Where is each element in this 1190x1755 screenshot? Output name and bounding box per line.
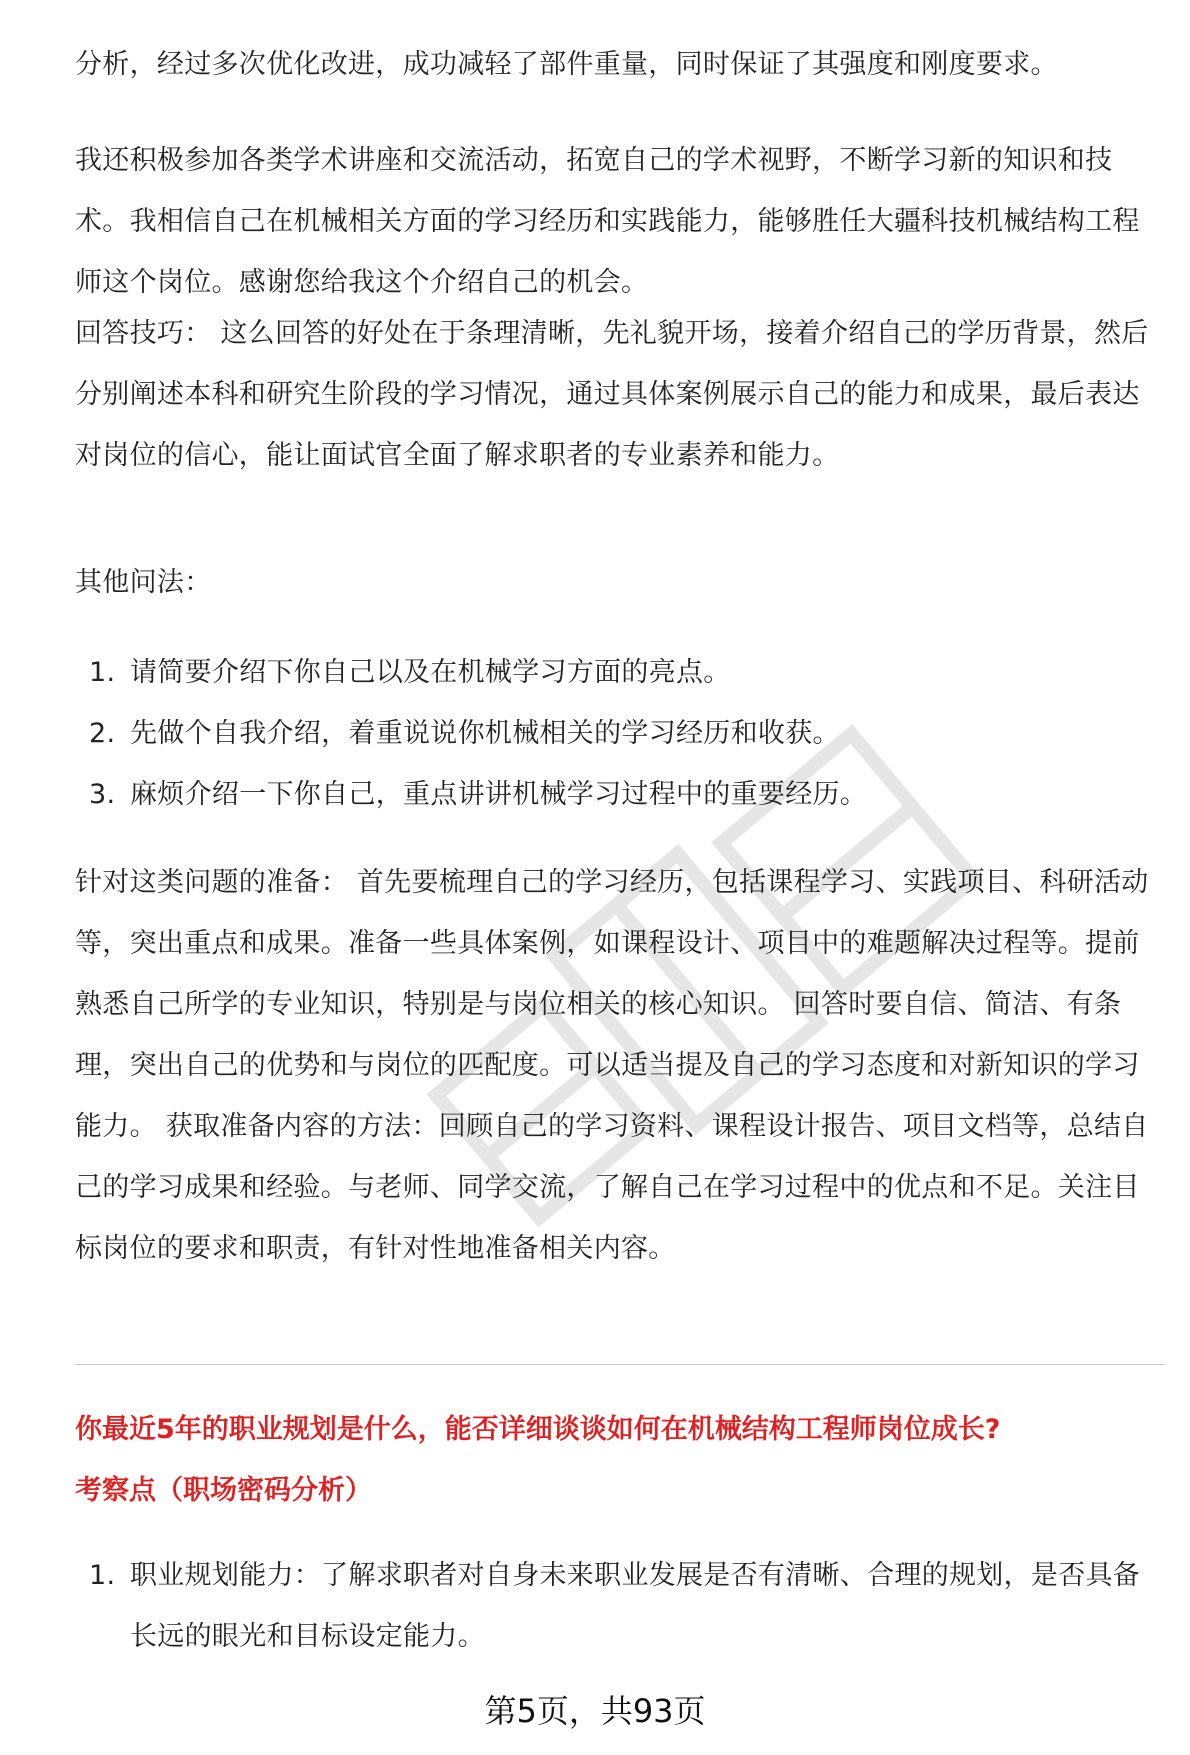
section-divider — [75, 1364, 1165, 1365]
paragraph-1: 我还积极参加各类学术讲座和交流活动，拓宽自己的学术视野，不断学习新的知识和技术。我相信自己在机械相关方面的学习经历和实践能力，能够胜任大疆科技机械结构工程师这个岗位。感谢您给我这个介绍自己的机会。 — [75, 145, 1140, 298]
list-item: 2. 先做个自我介绍，着重说说你机械相关的学习经历和收获。 — [89, 718, 840, 749]
paragraph-0: 分析，经过多次优化改进，成功减轻了部件重量，同时保证了其强度和刚度要求。 — [75, 49, 1058, 80]
page-number-footer: 第5页，共93页 — [484, 1692, 706, 1730]
list-item: 1. 请简要介绍下你自己以及在机械学习方面的亮点。 — [89, 657, 731, 688]
list-item: 1. 职业规划能力：了解求职者对自身未来职业发展是否有清晰、合理的规划，是否具备长远的眼光和目标设定能力。 — [89, 1560, 1141, 1652]
answer-tips-paragraph: 回答技巧： 这么回答的好处在于条理清晰，先礼貌开场，接着介绍自己的学历背景，然后分别阐述本科和研究生阶段的学习情况，通过具体案例展示自己的能力和成果，最后表达对岗位的信心，能让面试官全面了解求职者的专业素养和能力。 — [75, 318, 1149, 471]
preparation-paragraph: 针对这类问题的准备： 首先要梳理自己的学习经历，包括课程学习、实践项目、科研活动等，突出重点和成果。准备一些具体案例，如课程设计、项目中的难题解决过程等。提前熟悉自己所学的专业知识，特别是与岗位相关的核心知识。 回答时要自信、简洁、有条理，突出自己的优势和与岗位的匹配度。可以适当提及自己的学习态度和对新知识的学习能力。 获取准备内容的方法：回顾自己的学习资料、课程设计报告、项目文档等，总结自己的学习成果和经验。与老师、同学交流，了解自己在学习过程中的优点和不足。关注目标岗位的要求和职责，有针对性地准备相关内容。 — [75, 867, 1149, 1264]
assessment-points-list — [75, 1545, 1165, 1667]
question-title: 你最近5年的职业规划是什么，能否详细谈谈如何在机械结构工程师岗位成长? — [75, 1414, 1001, 1445]
question-subtitle: 考察点（职场密码分析） — [75, 1475, 372, 1506]
other-questions-list — [75, 642, 1165, 825]
list-item: 3. 麻烦介绍一下你自己，重点讲讲机械学习过程中的重要经历。 — [89, 779, 868, 810]
other-questions-heading: 其他问法： — [75, 567, 212, 598]
